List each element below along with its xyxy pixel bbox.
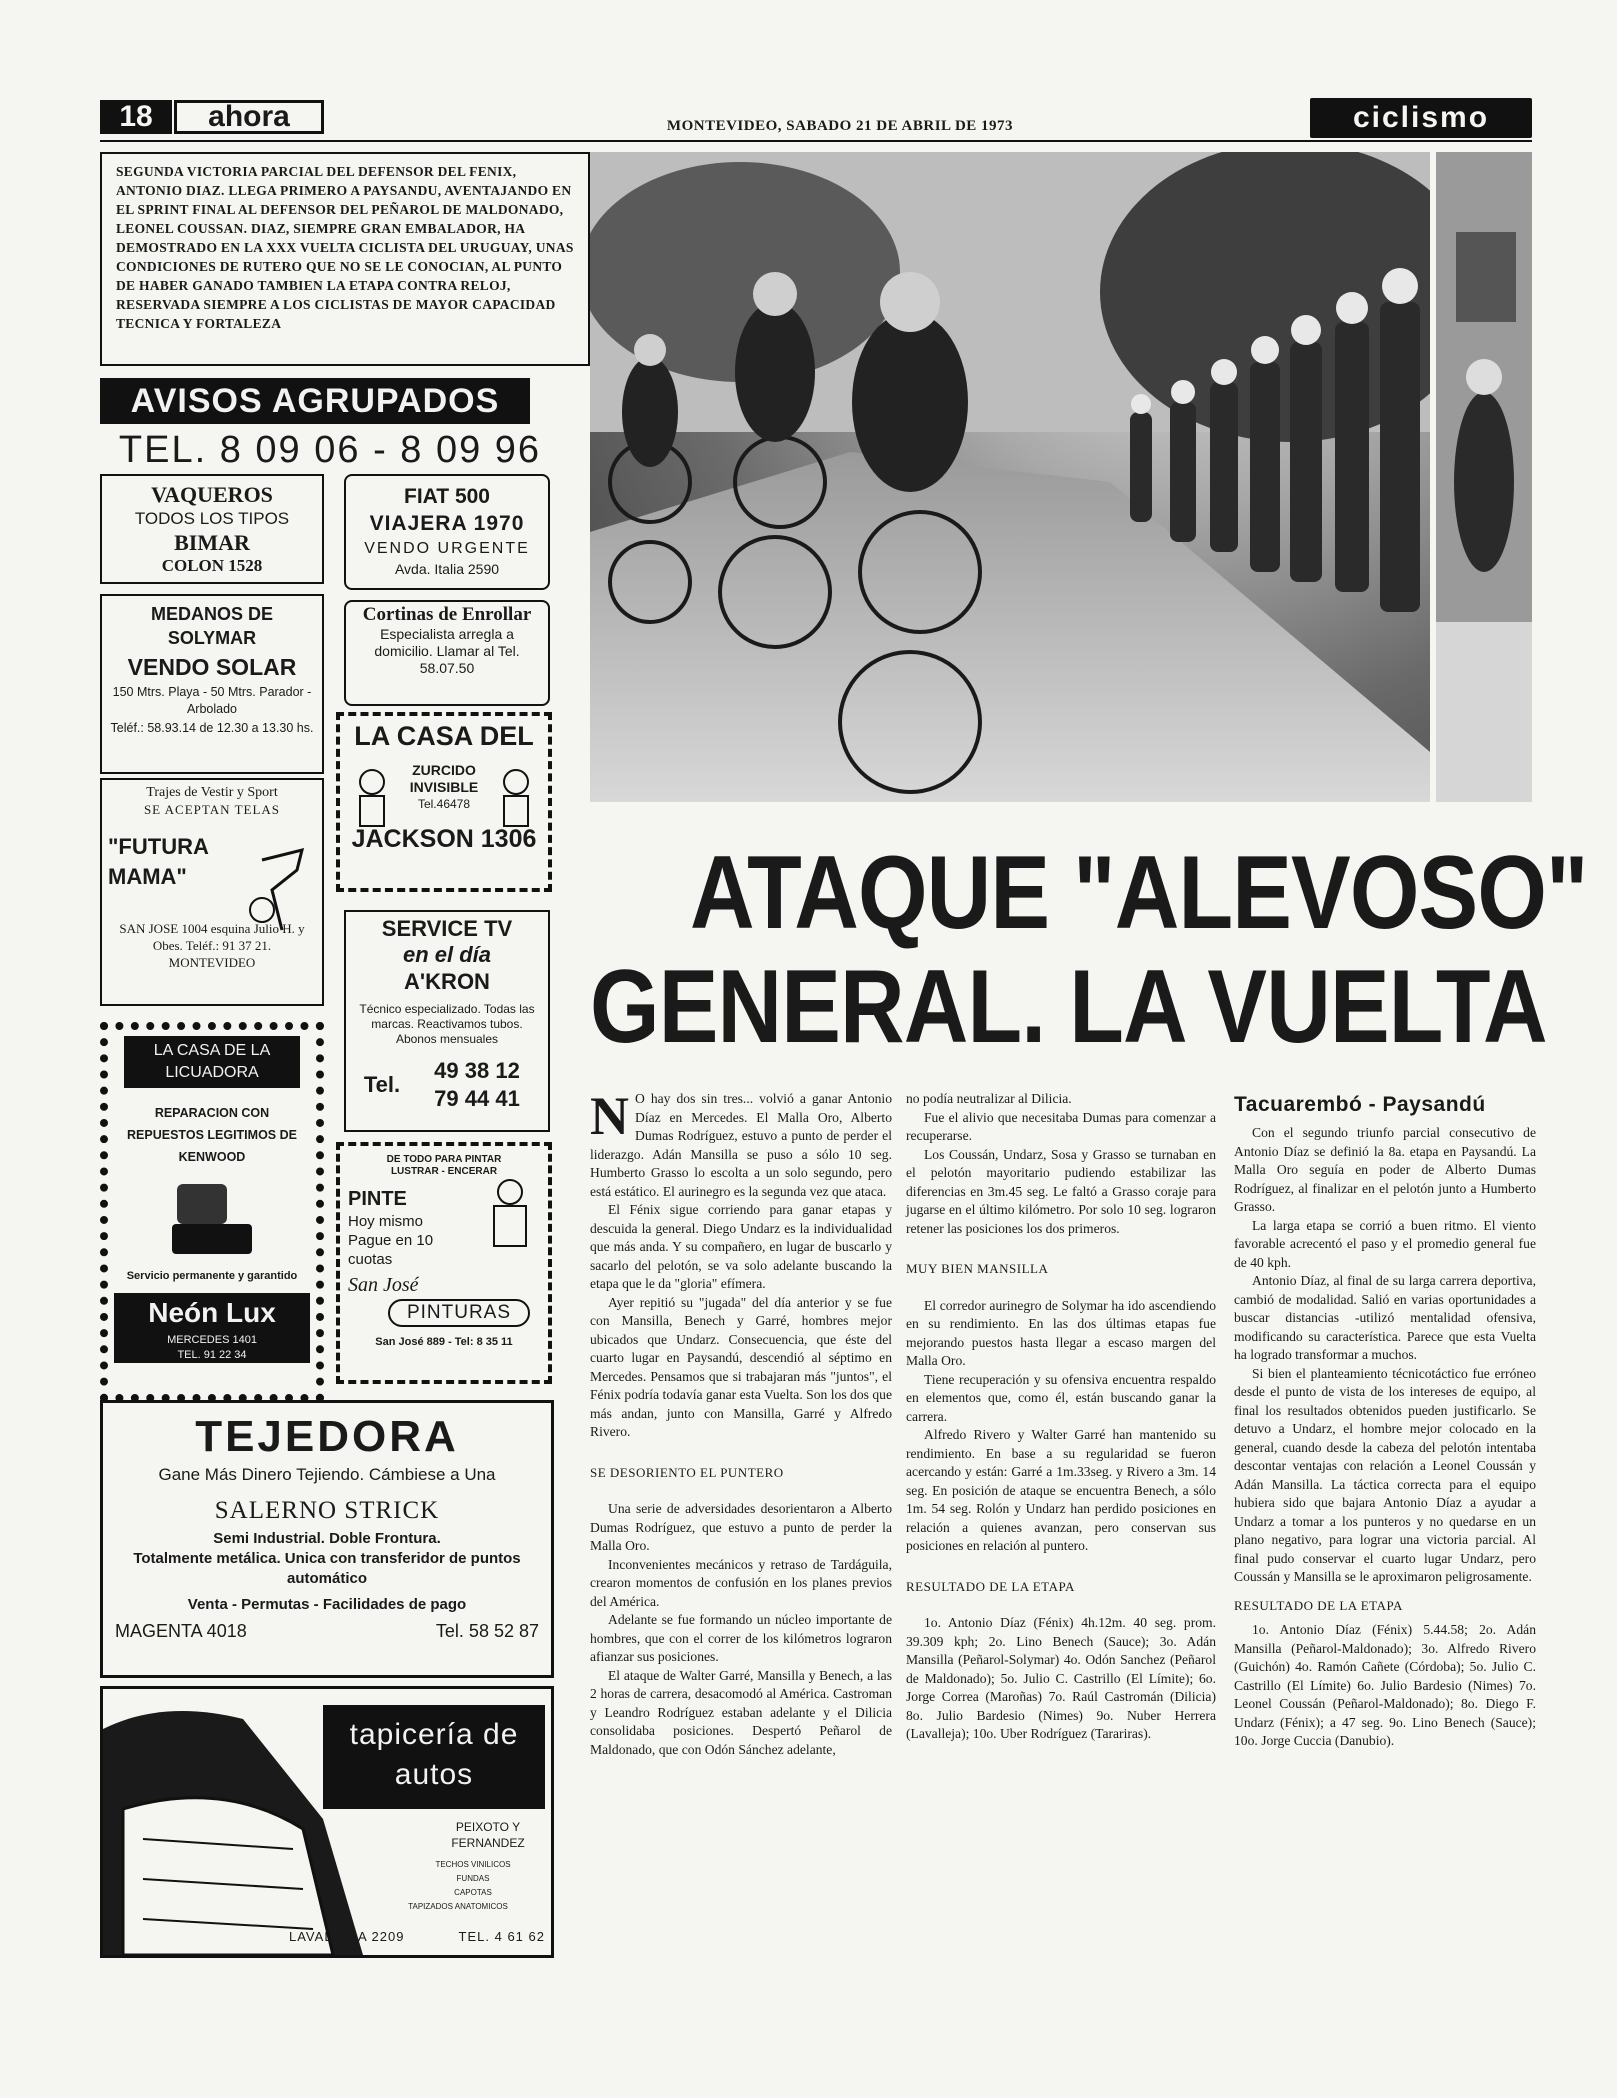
ad-fiat-address: Avda. Italia 2590 <box>394 561 500 577</box>
ad-service-tel2: 79 44 41 <box>434 1086 520 1111</box>
ad-service-title: SERVICE TV <box>381 916 513 941</box>
publication-logo: ahora <box>174 100 324 134</box>
col2-paragraph-3: Los Coussán, Undarz, Sosa y Grasso se turnaban en el pelotón mayoritario pudiendo estabilizar las diferencias en 3m.45 seg. Le faltó a Grasso coraje para jugarse en el último kilómetro. Por solo 10 seg. lograron retener las posiciones los dos primeros. <box>906 1146 1216 1236</box>
ad-tapiceria-title: tapicería de autos <box>323 1705 545 1809</box>
photo-caption: SEGUNDA VICTORIA PARCIAL DEL DEFENSOR DEL FENIX, ANTONIO DIAZ. LLEGA PRIMERO A PAYSANDU, AVENTAJANDO EN EL SPRINT FINAL AL DEFENSOR DEL PEÑAROL DE MALDONADO, LEONEL COUSSAN. DIAZ, SIEMPRE GRAN EMBALADOR, HA DEMOSTRADO EN LA XXX VUELTA CICLISTA DEL URUGUAY, UNAS CONDICIONES DE RUTERO QUE NO SE LE CONOCIAN, AL PUNTO DE HABER GANADO TAMBIEN LA ETAPA CONTRA RELOJ, RESERVADA SIEMPRE A LOS CICLISTAS DE MAYOR CAPACIDAD TECNICA Y FORTALEZA <box>100 152 590 366</box>
cyclists-photo <box>590 152 1430 802</box>
headline-line-1: ATAQUE "ALEVOSO" <box>690 835 1588 951</box>
ad-medanos-line3: 150 Mtrs. Playa - 50 Mtrs. Parador - Arbolado <box>112 685 312 716</box>
col1-paragraph-7: El ataque de Walter Garré, Mansilla y Benech, a las 2 horas de carrera, desacomodó al América. Castroman y Leandro Rodríguez estaban adelante y el Dilicia consolidaba posiciones. Despertó Peñarol de Maldonado, que con Odón Sánchez adelante, <box>590 1667 892 1757</box>
ad-licuadora-text: REPARACION CON REPUESTOS LEGITIMOS DE KENWOOD <box>127 1106 297 1164</box>
ad-tejedora-terms: Venta - Permutas - Facilidades de pago <box>187 1596 467 1613</box>
col3-paragraph-4: Si bien el planteamiento técnicotáctico fue erróneo desde el punto de vista de los intereses de equipo, al final los resultados obtenidos pueden justificarlo. Se detuvo a Undarz, el hombre mejor colocado en la general, cuando desde la cabeza del pelotón intentaba descontar ventajas con relación a Leonel Coussán y Adán Mansilla. La táctica correcta para el equipo hubiera sido que bajara Antonio Díaz a ayudar a Undarz a tomar a los punteros y no quedarse en un plano negativo, para lograr una victoria parcial. Al final pudo conservar el cuarto lugar Undarz, pero Coussán y Mansilla se le aproximaron peligrosamente. <box>1234 1365 1536 1584</box>
ad-vaqueros-address: COLON 1528 <box>161 556 263 575</box>
ad-tejedora-address: MAGENTA 4018 <box>115 1621 247 1641</box>
col1-paragraph-1: O hay dos sin tres... volvió a ganar Antonio Díaz en Mercedes. El Malla Oro, Alberto Dumas Rodríguez, estuvo a punto de perder el liderazgo. Adán Mansilla se puso a sólo 10 seg. Humberto Grasso lo escolta a un solo segundo, pero está estático. El aurinegro es la segunda vez que ataca. <box>590 1091 892 1199</box>
ad-service-tel-numbers <box>412 1057 542 1113</box>
col3-paragraph-5: 1o. Antonio Díaz (Fénix) 5.44.58; 2o. Adán Mansilla (Peñarol-Maldonado); 3o. Alfredo Rivero (Guichón) 4o. Ramón Cañete (Córdoba); 5o. Julio C. Castrillo (El Límite) 6o. Julio Bardesio (Nimes) 7o. Leonel Coussán (Peñarol-Maldonado); 8o. Diego F. Undarz (Fénix); a 47 seg. 9o. Lino Benech (Sauce); 10o. Jorge Cuccia (Danubio). <box>1234 1622 1536 1748</box>
col2-subheading-2: RESULTADO DE LA ETAPA <box>906 1578 1075 1594</box>
headline-line-2: GENERAL. LA VUELTA <box>590 949 1547 1065</box>
ad-vaqueros-line2: TODOS LOS TIPOS <box>134 509 290 528</box>
col2-paragraph-1: no podía neutralizar al Dilicia. <box>906 1091 1072 1106</box>
ad-medanos-line2: VENDO SOLAR <box>127 654 297 680</box>
ad-cortinas-text: Especialista arregla a domicilio. Llamar al Tel. 58.07.50 <box>374 626 520 676</box>
col3-paragraph-3: Antonio Díaz, al final de su larga carrera deportiva, cambió de modalidad. Salió en varias oportunidades a buscar distancias -utilizó mentalidad ofensiva, modificando su característica. Parece que esta Vuelta ha logrado transformar a muchos. <box>1234 1273 1536 1362</box>
ad-futura-line1: Trajes de Vestir y Sport <box>146 785 278 800</box>
ad-service-line2: en el día <box>402 942 492 967</box>
ad-fiat <box>344 474 550 590</box>
spectator-photo <box>1436 152 1532 802</box>
ad-vaqueros-title: VAQUEROS <box>151 482 273 507</box>
col1-paragraph-3: Ayer repitió su "jugada" del día anterior y se fue con Mansilla, Benech y Garré, hombres mejor ubicados que Undarz. Consecuencia, que éste del cuarto lugar en Paysandú, descendió al séptimo en Mercedes. Pensamos que si trabajaran más "juntos", el Fénix podría todavía ganar esta Vuelta. Son los dos que más andan, junto con Mansilla, Garré y Alfredo Rivero. <box>590 1294 892 1439</box>
ad-licuadora-title: LA CASA DE LA LICUADORA <box>124 1036 300 1088</box>
article-column-3 <box>1234 1092 1536 1972</box>
classifieds-phone: TEL. 8 09 06 - 8 09 96 <box>118 429 542 471</box>
ad-licuadora <box>100 1022 324 1402</box>
ad-futura-address: SAN JOSE 1004 esquina Julio H. y Obes. Teléf.: 91 37 21. MONTEVIDEO <box>119 921 305 970</box>
ad-zurcido-line2: ZURCIDO INVISIBLE <box>409 762 479 795</box>
ad-tejedora-phone: Tel. 58 52 87 <box>435 1621 539 1641</box>
ad-tejedora-title: TEJEDORA <box>195 1412 459 1461</box>
header-rule <box>100 140 1532 142</box>
ad-tejedora-tagline: Gane Más Dinero Tejiendo. Cámbiese a Una <box>158 1465 496 1484</box>
col2-paragraph-2: Fue el alivio que necesitaba Dumas para comenzar a recuperarse. <box>906 1109 1216 1143</box>
needle-figure-icon <box>348 766 396 830</box>
ad-pinturas-offer: Hoy mismo Pague en 10 cuotas <box>348 1213 434 1268</box>
ad-fiat-line3: VENDO URGENTE <box>364 540 530 557</box>
ad-medanos-title: MEDANOS DE SOLYMAR <box>150 604 273 648</box>
ad-neonlux-phone: TEL. 91 22 34 <box>114 1347 310 1363</box>
ad-tejedora-features2: Totalmente metálica. Unica con transferidor de puntos automático <box>133 1550 521 1587</box>
col2-paragraph-4: El corredor aurinegro de Solymar ha ido ascendiendo en su rendimiento. En las dos últimas etapas fue mejorando puestos hasta llegar a escaso margen del Malla Oro. <box>906 1297 1216 1368</box>
col3-subheading: RESULTADO DE LA ETAPA <box>1234 1597 1403 1613</box>
ad-service-brand: A'KRON <box>404 969 490 994</box>
stork-icon <box>242 840 322 940</box>
ad-neonlux-address: MERCEDES 1401 <box>114 1333 310 1347</box>
ad-pinturas-brand: San José <box>348 1274 419 1296</box>
blender-icon <box>157 1174 267 1264</box>
ad-fiat-title: FIAT 500 <box>404 485 490 508</box>
ad-licuadora-service: Servicio permanente y garantido <box>126 1270 298 1282</box>
col2-subheading-1: MUY BIEN MANSILLA <box>906 1261 1049 1276</box>
ad-medanos <box>100 594 324 774</box>
col3-paragraph-1: Con el segundo triunfo parcial consecutivo de Antonio Díaz se definió la 8a. etapa en Paysandú. La Malla Oro seguía en poder de Alberto Dumas Rodríguez, al finalizar en el pelotón junto a Humberto Grasso. <box>1234 1125 1536 1214</box>
ad-pinturas <box>336 1142 552 1384</box>
ad-medanos-phone: Teléf.: 58.93.14 de 12.30 a 13.30 hs. <box>110 721 314 735</box>
ad-service-tv <box>344 910 550 1132</box>
article-column-2 <box>906 1090 1216 1970</box>
ad-cortinas-title: Cortinas de Enrollar <box>362 604 532 625</box>
ad-futura-mama <box>100 778 324 1006</box>
col1-paragraph-6: Adelante se fue formando un núcleo importante de hombres, que con el correr de los kilómetros lograron afianzar sus posiciones. <box>590 1612 892 1664</box>
ad-tejedora <box>100 1400 554 1678</box>
ad-service-text: Técnico especializado. Todas las marcas. Reactivamos tubos. Abonos mensuales <box>359 1002 535 1046</box>
ad-futura-line2: SE ACEPTAN TELAS <box>143 802 281 817</box>
ad-tejedora-features: Semi Industrial. Doble Frontura. <box>213 1530 441 1547</box>
ad-futura-name: "FUTURA MAMA" <box>108 834 209 889</box>
ad-cortinas <box>344 600 550 706</box>
ad-vaqueros <box>100 474 324 584</box>
ad-tejedora-brand: SALERNO STRICK <box>214 1497 440 1524</box>
col2-paragraph-6: Alfredo Rivero y Walter Garré han mantenido su rendimiento. En base a su regularidad se fueron acercando y están: Garré a 1m.33seg. y Rivero a 3m. 14 seg. En posición de ataque se encuentra Benech, a sólo 1m. 54 seg. Rolón y Undarz han perdido posiciones en relación a quienes avanzan, pero conservan sus posiciones en relación al puntero. <box>906 1427 1216 1553</box>
col2-paragraph-5: Tiene recuperación y su ofensiva encuentra respaldo en elementos que, como él, están buscando ganar la carrera. <box>906 1371 1216 1424</box>
ad-neonlux-logo: Neón Lux <box>114 1293 310 1333</box>
drop-cap: N <box>590 1086 629 1146</box>
ad-tapiceria-address: LAVALLEJA 2209 <box>289 1929 405 1944</box>
ad-zurcido-title: LA CASA DEL <box>354 721 534 751</box>
ad-pinturas-title: PINTE <box>348 1188 407 1210</box>
ad-pinturas-address: San José 889 - Tel: 8 35 11 <box>375 1336 513 1348</box>
page-number: 18 <box>100 100 172 134</box>
ad-pinturas-name: PINTURAS <box>388 1299 530 1327</box>
col1-paragraph-5: Inconvenientes mecánicos y retraso de Tardáguila, crearon momentos de confusión en los planes previos del América. <box>590 1556 892 1609</box>
section-label: ciclismo <box>1310 98 1532 138</box>
ad-zurcido-phone: Tel.46478 <box>417 797 471 811</box>
dateline: MONTEVIDEO, SABADO 21 DE ABRIL DE 1973 <box>666 118 1014 134</box>
ad-zurcido-address: JACKSON 1306 <box>351 825 537 853</box>
ad-tapiceria-service2: FUNDAS <box>456 1874 490 1883</box>
ad-tapiceria-service1: TECHOS VINILICOS <box>435 1860 511 1869</box>
ad-tapiceria-service4: TAPIZADOS ANATOMICOS <box>408 1902 508 1911</box>
ad-tapiceria-service3: CAPOTAS <box>454 1888 492 1897</box>
article-column-1 <box>590 1086 892 1970</box>
ad-zurcido <box>336 712 552 892</box>
ad-tapiceria-phone: TEL. 4 61 62 <box>458 1929 545 1944</box>
ad-fiat-line2: VIAJERA 1970 <box>369 512 525 535</box>
col1-paragraph-2: El Fénix sigue corriendo para ganar etapas y descuida la general. Diego Undarz es la individualidad que más anda. Y su compañero, en lugar de buscarlo y sacarlo del pelotón, se va solo adelante buscando la etapa que le da "gloria" efímera. <box>590 1202 892 1291</box>
ad-vaqueros-brand: BIMAR <box>174 530 250 555</box>
ad-pinturas-header: DE TODO PARA PINTAR LUSTRAR - ENCERAR <box>386 1154 502 1177</box>
col2-paragraph-7: 1o. Antonio Díaz (Fénix) 4h.12m. 40 seg. prom. 39.309 kph; 2o. Lino Benech (Sauce); 3o. Adán Mansilla (Peñarol-Solymar) 4o. Odón Sanchez (Peñarol de Maldonado); 5o. Julio C. Castrillo (El Límite); 6o. Jorge Correa (Maroñas) 7o. Raúl Castromán (Dilicia) 8o. Julio Bardesio (Nimes) 9o. Nuber Herrera (Lavalleja); 10o. Uber Rodríguez (Tarariras). <box>906 1615 1216 1741</box>
ad-tejedora-footer <box>115 1621 539 1642</box>
ad-service-phones <box>352 1057 542 1113</box>
ad-service-tel-label: Tel. <box>363 1072 401 1097</box>
child-figure-icon <box>492 766 540 830</box>
cyclists-photo-illustration <box>590 152 1430 802</box>
col1-subheading: SE DESORIENTO EL PUNTERO <box>590 1464 784 1480</box>
col1-paragraph-4: Una serie de adversidades desorientaron a Alberto Dumas Rodríguez, que estuvo a punto de perder la Malla Oro. <box>590 1501 892 1553</box>
ad-tapiceria-owners: PEIXOTO Y FERNANDEZ <box>451 1820 525 1850</box>
classifieds-title: AVISOS AGRUPADOS <box>100 378 530 424</box>
col3-heading: Tacuarembó - Paysandú <box>1234 1093 1486 1116</box>
ad-service-tel1: 49 38 12 <box>434 1058 520 1083</box>
col3-paragraph-2: La larga etapa se corrió a buen ritmo. El viento favorable acrecentó el paso y el promedio general fue de 40 kph. <box>1234 1217 1536 1270</box>
painter-icon <box>480 1176 540 1256</box>
ad-tapiceria <box>100 1686 554 1958</box>
spectator-photo-illustration <box>1436 152 1532 802</box>
